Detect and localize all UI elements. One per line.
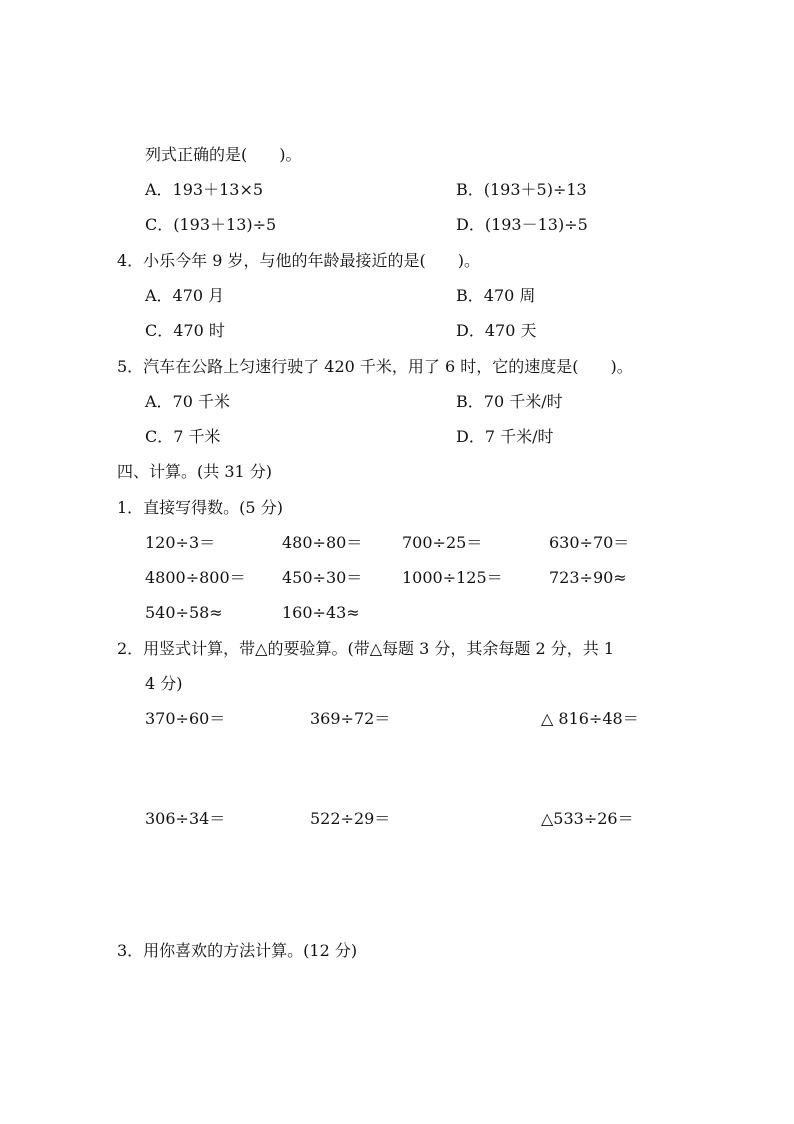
- mental-calc-item: 4800÷800＝: [145, 568, 246, 587]
- mental-calc-item: 120÷3＝: [145, 533, 216, 552]
- q4-text: 4．小乐今年 9 岁，与他的年龄最接近的是( )。: [117, 251, 481, 270]
- q3-option-c: C．(193＋13)÷5: [145, 215, 277, 234]
- q5-option-a: A．70 千米: [145, 392, 231, 411]
- vertical-calc-item: 522÷29＝: [310, 809, 391, 828]
- vertical-calc-item: 369÷72＝: [310, 709, 391, 728]
- mental-calc-item: 480÷80＝: [282, 533, 363, 552]
- vertical-calc-item: △533÷26＝: [541, 809, 634, 828]
- mental-calc-item: 630÷70＝: [549, 533, 630, 552]
- part2-title-line2: 4 分): [145, 674, 183, 693]
- q3-option-b: B．(193＋5)÷13: [456, 180, 587, 199]
- mental-calc-item: 1000÷125＝: [402, 568, 503, 587]
- mental-calc-item: 700÷25＝: [402, 533, 483, 552]
- part1-title: 1．直接写得数。(5 分): [117, 498, 283, 517]
- part3-title: 3．用你喜欢的方法计算。(12 分): [117, 941, 358, 960]
- q5-option-d: D．7 千米/时: [456, 427, 554, 446]
- q4-option-c: C．470 时: [145, 321, 225, 340]
- section-heading: 四、计算。(共 31 分): [117, 462, 273, 481]
- vertical-calc-item: 306÷34＝: [145, 809, 226, 828]
- q3-option-d: D．(193－13)÷5: [456, 215, 588, 234]
- vertical-calc-item: 370÷60＝: [145, 709, 226, 728]
- q3-option-a: A．193＋13×5: [145, 180, 264, 199]
- q3-stem-tail: 列式正确的是( )。: [145, 145, 302, 164]
- q5-text: 5．汽车在公路上匀速行驶了 420 千米，用了 6 时，它的速度是( )。: [117, 357, 633, 376]
- mental-calc-item: 450÷30＝: [282, 568, 363, 587]
- q4-option-b: B．470 周: [456, 286, 536, 305]
- mental-calc-item: 540÷58≈: [145, 603, 223, 622]
- q5-option-b: B．70 千米/时: [456, 392, 563, 411]
- q4-option-d: D．470 天: [456, 321, 537, 340]
- mental-calc-item: 160÷43≈: [282, 603, 360, 622]
- q4-option-a: A．470 月: [145, 286, 225, 305]
- q5-option-c: C．7 千米: [145, 427, 221, 446]
- vertical-calc-item: △ 816÷48＝: [541, 709, 639, 728]
- mental-calc-item: 723÷90≈: [549, 568, 627, 587]
- part2-title-line1: 2．用竖式计算，带△的要验算。(带△每题 3 分，其余每题 2 分，共 1: [117, 639, 615, 658]
